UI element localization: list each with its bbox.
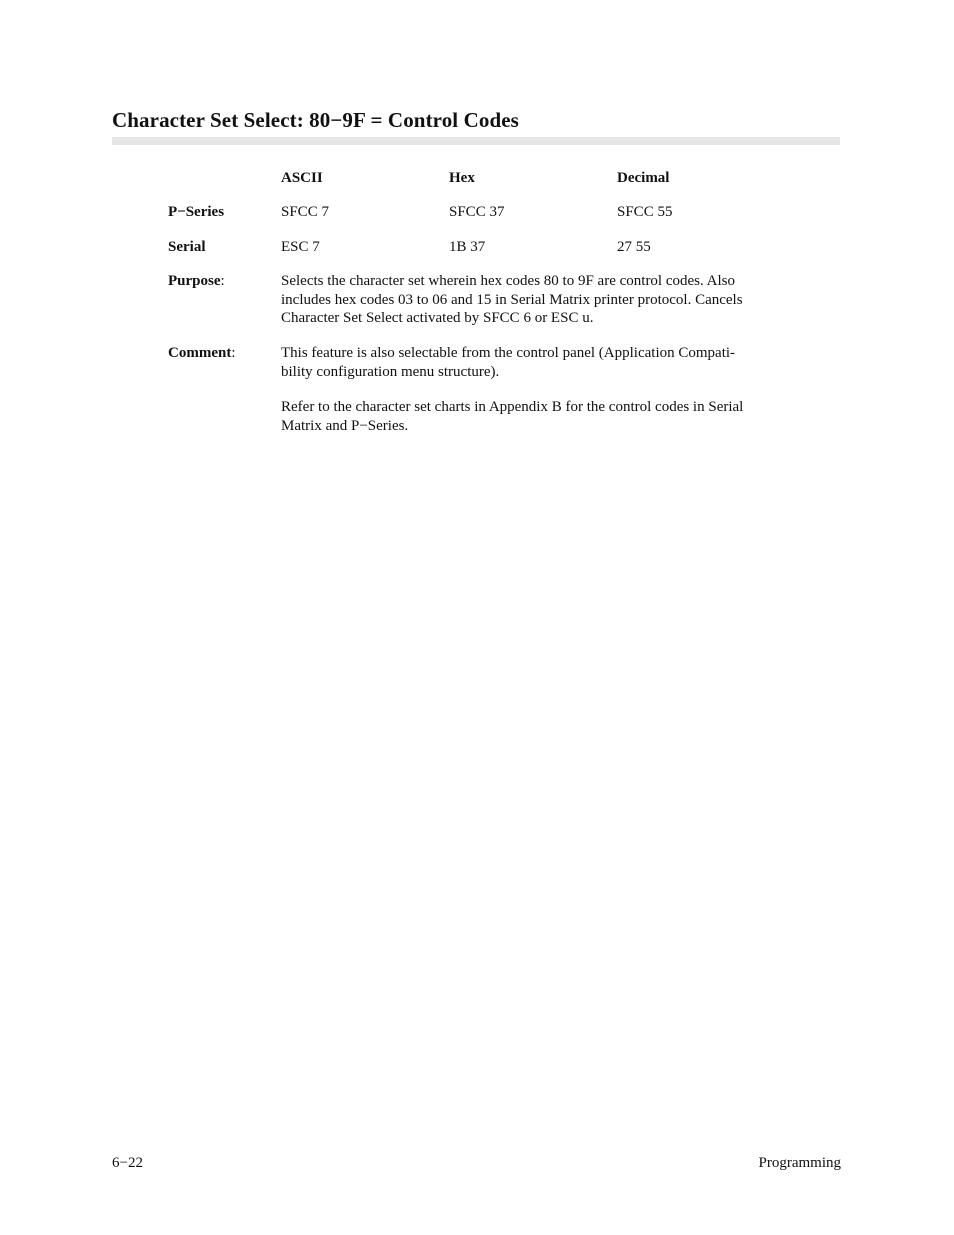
header-decimal: Decimal [617, 170, 670, 186]
comment-label [168, 344, 236, 363]
comment-line: Matrix and P−Series. [281, 417, 409, 434]
header-ascii: ASCII [281, 170, 323, 186]
row-label-p-series: P−Series [168, 204, 225, 220]
footer-section-name: Programming [758, 1155, 841, 1171]
comment-label-text: Comment [168, 345, 232, 361]
p-series-ascii: SFCC 7 [281, 204, 329, 220]
comment-line: This feature is also selectable from the control panel (Application Compati- [281, 345, 736, 361]
comment-line: bility configuration menu structure). [281, 363, 500, 380]
comment-paragraph-2 [281, 398, 791, 435]
serial-decimal: 27 55 [617, 239, 651, 255]
p-series-decimal: SFCC 55 [617, 204, 673, 220]
p-series-hex: SFCC 37 [449, 204, 505, 220]
purpose-line: includes hex codes 03 to 06 and 15 in Serial Matrix printer protocol. Cancels [281, 291, 743, 308]
header-hex: Hex [449, 170, 475, 186]
comment-label-colon: : [231, 345, 236, 361]
comment-line: Refer to the character set charts in Appendix B for the control codes in Serial [281, 399, 744, 415]
footer-page-number: 6−22 [112, 1155, 143, 1171]
purpose-label [168, 272, 225, 291]
serial-hex: 1B 37 [449, 239, 486, 255]
title-rule [112, 137, 840, 145]
purpose-text [281, 272, 791, 328]
purpose-line: Character Set Select activated by SFCC 6 or ESC u. [281, 310, 594, 326]
purpose-label-colon: : [220, 273, 225, 289]
purpose-line: Selects the character set wherein hex codes 80 to 9F are control codes. Also [281, 273, 736, 289]
serial-ascii: ESC 7 [281, 239, 320, 255]
comment-paragraph-1 [281, 344, 791, 381]
purpose-label-text: Purpose [168, 273, 221, 289]
row-label-serial: Serial [168, 239, 206, 255]
page-title: Character Set Select: 80−9F = Control Codes [112, 108, 519, 132]
